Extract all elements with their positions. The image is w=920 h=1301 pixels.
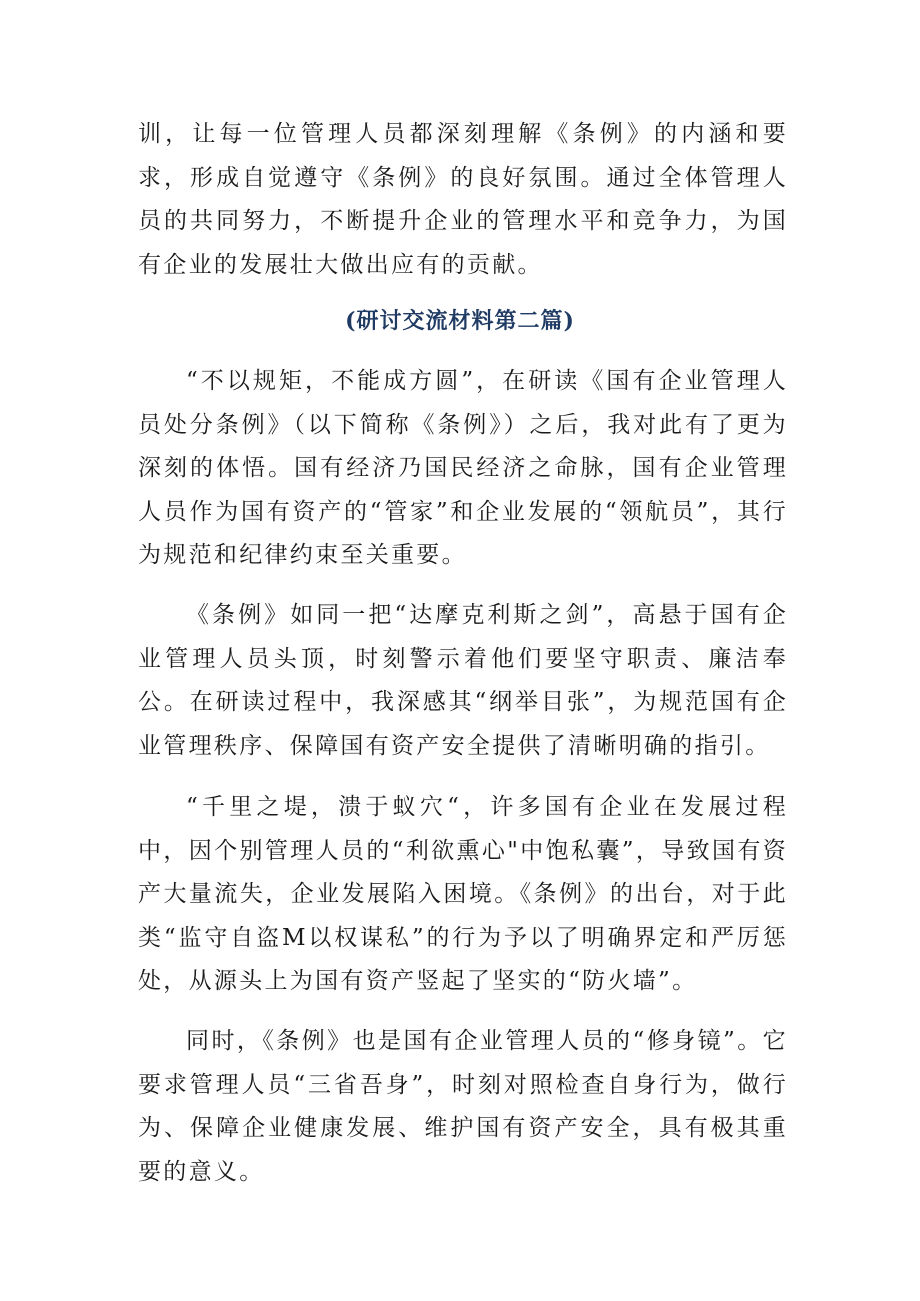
section-heading: (研讨交流材料第二篇) [345,308,575,334]
body-paragraph-1: “不以规矩，不能成方圆”，在研读《国有企业管理人员处分条例》（以下简称《条例》）之后，我对此有了更为深刻的体悟。国有经济乃国民经济之命脉，国有企业管理人员作为国有资产的“管家”和企业发展的“领航员”，其行为规范和纪律约束至关重要。 [138,368,788,568]
intro-paragraph: 训，让每一位管理人员都深刻理解《条例》的内涵和要求，形成自觉遵守《条例》的良好氛围。通过全体管理人员的共同努力，不断提升企业的管理水平和竞争力，为国有企业的发展壮大做出应有的贡献。 [138,121,788,278]
body-paragraph-3: “千里之堤，溃于蚁穴“，许多国有企业在发展过程中，因个别管理人员的“利欲熏心"中饱私囊”，导致国有资产大量流失，企业发展陷入困境。《条例》的出台，对于此类“监守自盗M以权谋私”的行为予以了明确界定和严厉惩处，从源头上为国有资产竖起了坚实的“防火墙”。 [138,794,788,994]
body-paragraph-4: 同时，《条例》也是国有企业管理人员的“修身镜”。它要求管理人员“三省吾身”，时刻对照检查自身行为，做行为、保障企业健康发展、维护国有资产安全，具有极其重要的意义。 [138,1028,788,1185]
body-paragraph-2: 《条例》如同一把“达摩克利斯之剑”，高悬于国有企业管理人员头顶，时刻警示着他们要坚守职责、廉洁奉公。在研读过程中，我深感其“纲举目张”，为规范国有企业管理秩序、保障国有资产安全提供了清晰明确的指引。 [138,602,788,759]
